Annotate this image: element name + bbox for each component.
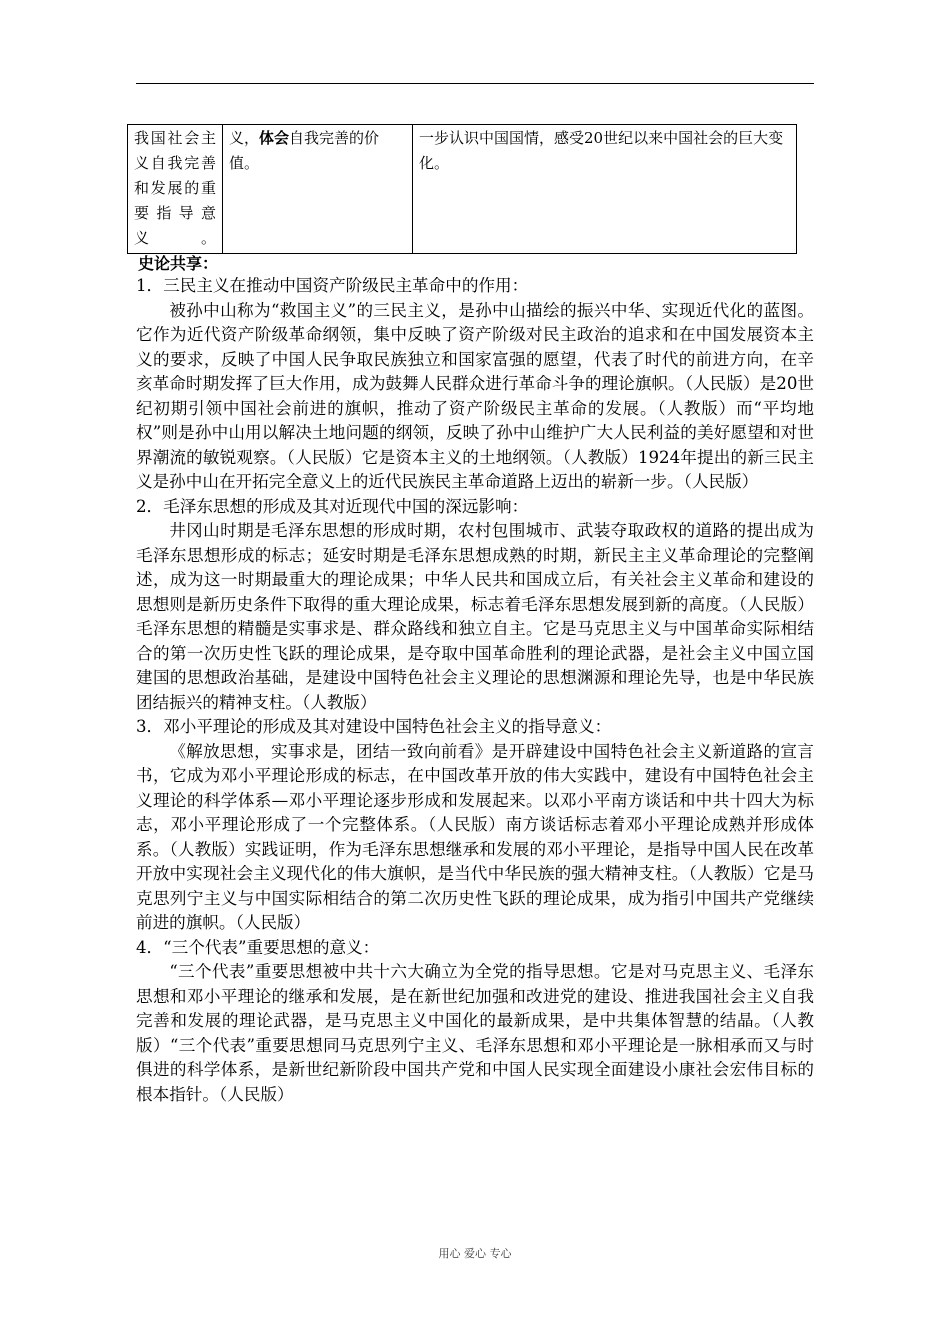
cell2-text-post: 自我完善的价值。: [229, 129, 380, 172]
cell2-text-bold: 体会: [259, 129, 290, 147]
table-cell-topic: 我国社会主义自我完善和发展的重要指导意义。: [128, 125, 223, 254]
cell2-text-pre: 义，: [229, 129, 260, 147]
table-cell-values: 一步认识中国国情，感受20世纪以来中国社会的巨大变化。: [413, 125, 797, 254]
section-1-text: 被孙中山称为“救国主义”的三民主义，是孙中山描绘的振兴中华、实现近代化的蓝图。它作为近代资产阶级革命纲领，集中反映了资产阶级对民主政治的追求和在中国发展资本主义的要求，反映了中国人民争取民族独立和国家富强的愿望，代表了时代的前进方向，在辛亥革命时期发挥了巨大作用，成为鼓舞人民群众进行革命斗争的理论旗帜。（人民版）是20世纪初期引领中国社会前进的旗帜，推动了资产阶级民主革命的发展。（人教版）而“平均地权”则是孙中山用以解决土地问题的纲领，反映了孙中山维护广大人民利益的美好愿望和对世界潮流的敏锐观察。（人民版）它是资本主义的土地纲领。（人教版）1924年提出的新三民主义是孙中山在开拓完全意义上的近代民族民主革命道路上迈出的崭新一步。（人民版）: [136, 300, 814, 491]
section-1-title: 1．三民主义在推动中国资产阶级民主革命中的作用：: [136, 276, 529, 295]
section-heading: 史论共享：: [138, 254, 219, 273]
section-4-text: “三个代表”重要思想被中共十六大确立为全党的指导思想。它是对马克思主义、毛泽东思想和邓小平理论的继承和发展，是在新世纪加强和改进党的建设、推进我国社会主义自我完善和发展的理论武器，是马克思主义中国化的最新成果，是中共集体智慧的结晶。（人教版）“三个代表”重要思想同马克思列宁主义、毛泽东思想和邓小平理论是一脉相承而又与时俱进的科学体系，是新世纪新阶段中国共产党和中国人民实现全面建设小康社会宏伟目标的根本指针。（人民版）: [136, 962, 814, 1104]
table-row: [128, 125, 797, 254]
section-2-title: 2．毛泽东思想的形成及其对近现代中国的深远影响：: [136, 496, 529, 516]
header-rule: [136, 83, 814, 84]
section-3-title: 3．邓小平理论的形成及其对建设中国特色社会主义的指导意义：: [136, 717, 612, 736]
section-3-text: 《解放思想，实事求是，团结一致向前看》是开辟建设中国特色社会主义新道路的宣言书，它成为邓小平理论形成的标志，在中国改革开放的伟大实践中，建设有中国特色社会主义理论的科学体系—邓小平理论逐步形成和发展起来。以邓小平南方谈话和中共十四大为标志，邓小平理论形成了一个完整体系。（人民版）南方谈话标志着邓小平理论成熟并形成体系。（人教版）实践证明，作为毛泽东思想继承和发展的邓小平理论，是指导中国人民在改革开放中实现社会主义现代化的伟大旗帜，是当代中华民族的强大精神支柱。（人教版）它是马克思列宁主义与中国实际相结合的第二次历史性飞跃的理论成果，成为指引中国共产党继续前进的旗帜。（人民版）: [136, 741, 814, 932]
section-2-text: 井冈山时期是毛泽东思想的形成时期，农村包围城市、武装夺取政权的道路的提出成为毛泽东思想形成的标志；延安时期是毛泽东思想成熟的时期，新民主主义革命理论的完整阐述，成为这一时期最重大的理论成果；中华人民共和国成立后，有关社会主义革命和建设的思想则是新历史条件下取得的重大理论成果，标志着毛泽东思想发展到新的高度。（人民版）毛泽东思想的精髓是实事求是、群众路线和独立自主。它是马克思主义与中国革命实际相结合的第一次历史性飞跃的理论成果，是夺取中国革命胜利的理论武器，是社会主义中国立国建国的思想政治基础，是建设中国特色社会主义理论的思想渊源和理论先导，也是中华民族团结振兴的精神支柱。（人教版）: [136, 521, 814, 712]
section-4-title: 4．“三个代表”重要思想的意义：: [136, 937, 380, 957]
objectives-table: [127, 124, 797, 254]
document-body: [136, 274, 814, 1107]
page-footer: 用心 爱心 专心: [438, 1247, 512, 1260]
table-cell-ability: [223, 125, 413, 254]
